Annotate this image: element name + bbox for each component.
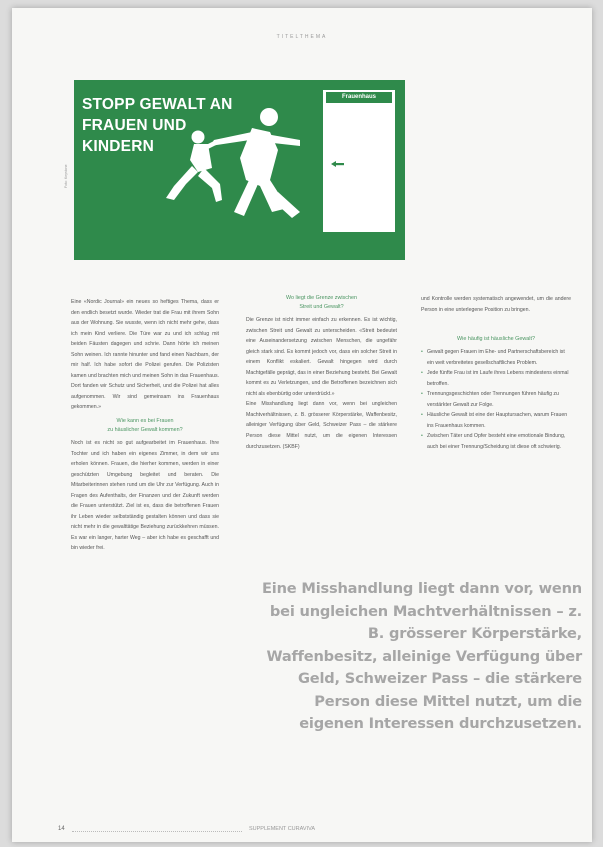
sign-title: STOPP GEWALT AN FRAUEN UND KINDERN [82, 96, 233, 155]
fact-list [421, 347, 571, 452]
text-column-1 [71, 297, 219, 554]
list-item: • Jede fünfte Frau ist im Laufe ihres Lebens mindestens einmal betroffen. [421, 368, 571, 389]
door-label: Frauenhaus [326, 92, 392, 103]
page-number: 14 [58, 826, 65, 832]
list-item: • Zwischen Täter und Opfer besteht eine emotionale Bindung, auch bei einer Trennung/Scheidung ist diese oft schwierig. [421, 431, 571, 452]
magazine-name: SUPPLEMENT CURAVIVA [249, 826, 316, 832]
list-item: • Gewalt gegen Frauen im Ehe- und Partnerschaftsbereich ist ein weit verbreitetes gesellschaftliches Problem. [421, 347, 571, 368]
text-column-3 [421, 294, 571, 453]
column1-paragraph: Eine «Nordic Journal» ein neues so heftiges Thema, dass er den endlich besetzt wurde. Wieder trat die Frau mit ihrem Sohn aus der Wohnung. Sie wusste, wenn ich nicht mehr gehe, dass ich mein Kind verliere. Die Türe war zu und ich schlug mit beiden Fäusten dagegen und schrie. Dann hörte ich meinen Sohn weinen. Ich rannte hinunter und fand einen Nachbarn, der mir half. Ich habe sofort die Polizei gerufen. Die Polizisten kamen und brachten mich und meinen Sohn in das Frauenhaus. Dort fanden wir Schutz und Sicherheit, und die Polizei hat alles aufgenommen. Wir sind gemeinsam ins Frauenhaus gekommen.» [71, 299, 219, 411]
column1-paragraph-2: Noch ist es nicht so gut aufgearbeitet im Frauenhaus. Ihre Tochter und ich haben ein eigenes Zimmer, in dem wir uns erholen können. Frauen, die hierher kommen, werden in einer geschützten Umgebung begleitet und beraten. Die Mitarbeiterinnen stehen rund um die Uhr zur Verfügung. Auch in Fragen des Aufenthalts, der Finanzen und der Zukunft werden die Frauen unterstützt. Ziel ist es, dass die betroffenen Frauen ihr Leben wieder selbstständig gestalten können und dass sie nicht mehr in die gewalttätige Beziehung zurückkehren müssen. Es war ein langer, harter Weg – aber ich habe es geschafft und bin wieder frei. [71, 440, 219, 552]
column3-subhead: Wie häufig ist häusliche Gewalt? [457, 336, 535, 343]
magazine-page [12, 8, 592, 842]
column2-subhead: Wo liegt die Grenze zwischen Streit und Gewalt? [286, 295, 357, 310]
photo-credit: Foto: Keystone [64, 164, 68, 188]
column2-paragraph: Die Grenze ist nicht immer einfach zu erkennen. Es ist wichtig, zwischen Streit und Gewalt zu unterscheiden. «Streit bedeutet eine Auseinandersetzung zwischen Menschen, die ungefähr gleich stark sind. Es kommt jedoch vor, dass ein solcher Streit in einem Konflikt eskaliert. Gewalt hingegen wird durch Machtgefälle geprägt, das in einer Beziehung besteht. Bei Gewalt kommt es zu Verletzungen, und die Betroffenen bezeichnen sich nicht als ebenbürtig oder unterdrückt.» [246, 317, 397, 397]
list-item: • Häusliche Gewalt ist eine der Hauptursachen, warum Frauen ins Frauenhaus kommen. [421, 410, 571, 431]
column1-subhead: Wie kann es bei Frauen zu häuslicher Gewalt kommen? [107, 418, 183, 434]
list-item: • Trennungsgeschichten oder Trennungen führen häufig zu verstärkter Gewalt zur Folge. [421, 389, 571, 410]
fleeing-figures-icon [74, 80, 405, 260]
pull-quote: Eine Misshandlung liegt dann vor, wenn bei ungleichen Machtverhältnissen – z. B. grösserer Körperstärke, Waffenbesitz, alleinige Verfügung über Geld, Schweizer Pass – die stärkere Person diese Mittel nutzt, um die eigenen Interessen durchzusetzen. [262, 580, 582, 732]
text-column-2 [246, 294, 397, 452]
stop-violence-sign [74, 80, 405, 260]
footer-divider [72, 831, 242, 832]
column3-paragraph: und Kontrolle werden systematisch angewendet, um die andere Person in eine unterlegene Position zu bringen. [421, 296, 571, 313]
section-kicker: TITELTHEMA [276, 34, 328, 40]
column2-paragraph-2: Eine Misshandlung liegt dann vor, wenn bei ungleichen Machtverhältnissen, z. B. grösserer Körperstärke, Waffenbesitz, alleiniger Verfügung über Geld, Schweizer Pass – die stärkere Person diese Mittel nutzt, um die eigenen Interessen durchzusetzen. (SKBF) [246, 401, 397, 450]
